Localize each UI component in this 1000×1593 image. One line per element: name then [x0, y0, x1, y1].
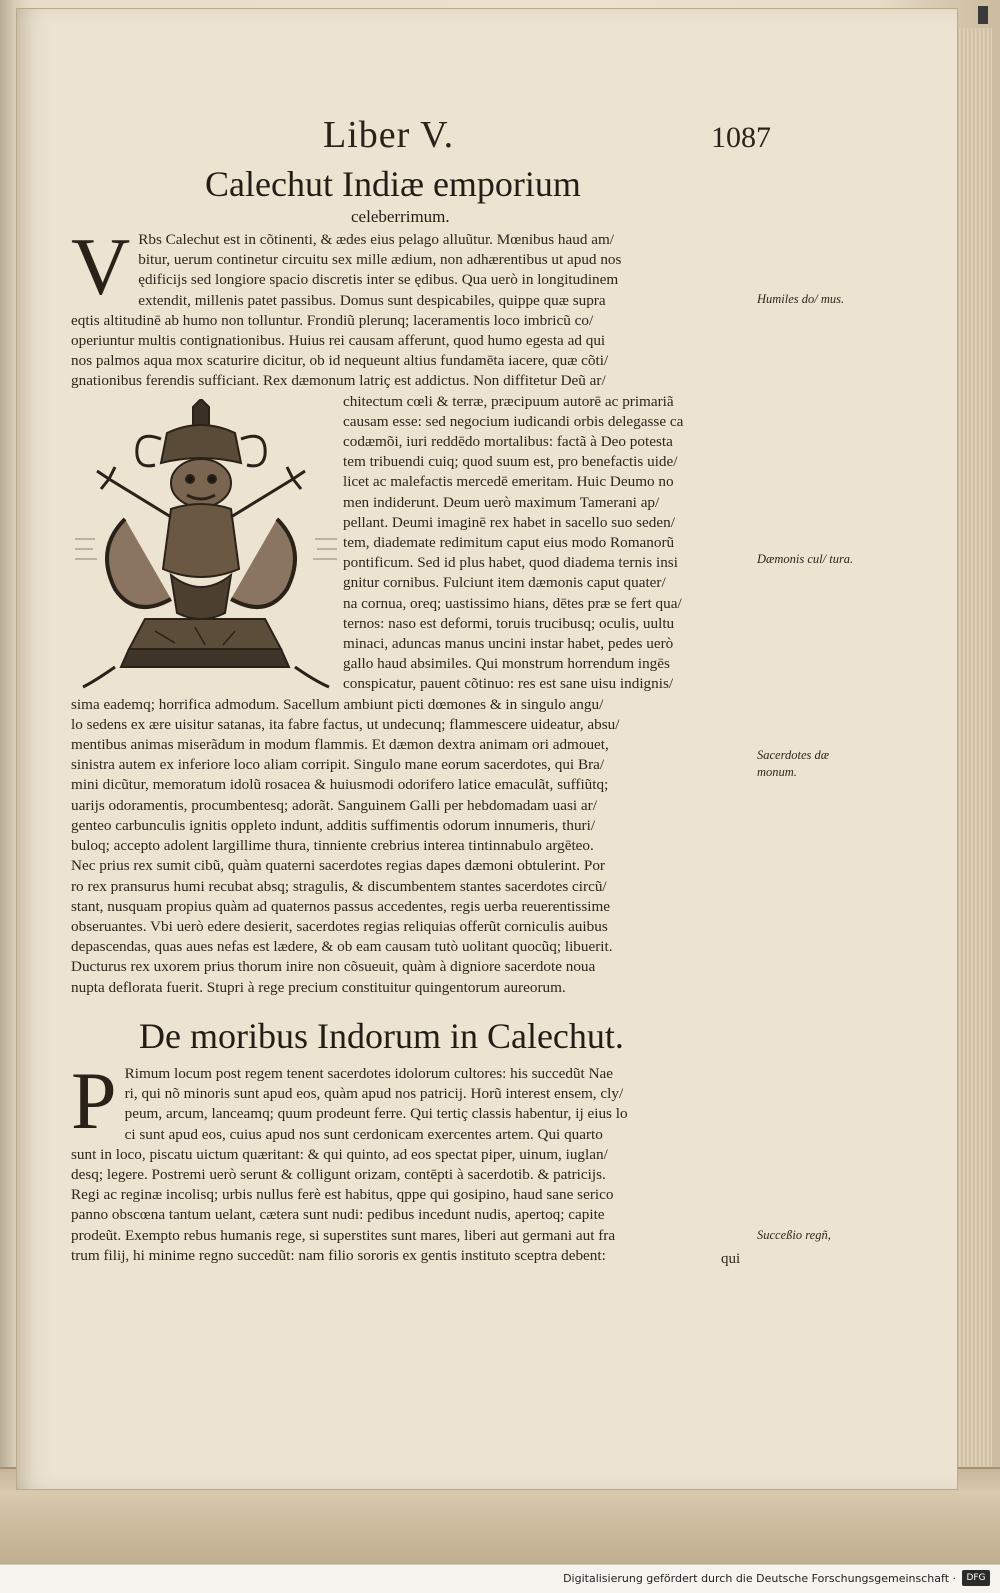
text-line: extendit, millenis patet passibus. Domus sunt despicabiles, quippe quæ supra — [138, 291, 606, 309]
text-line: gnationibus ferendis sufficiant. Rex dæmonum latriç est addictus. Non diffitetur Deũ ar/ — [71, 372, 606, 390]
demon-idol-woodcut-icon — [75, 399, 337, 689]
text-line: ri, qui nõ minoris sunt apud eos, quàm apud nos patricij. Horũ interest ensem, cly/ — [124, 1085, 624, 1103]
page-number: 1087 — [711, 121, 771, 154]
text-line: sinistra autem ex inferiore loco aliam corripit. Singulo mane eorum sacerdotes, qui Bra/ — [71, 756, 605, 774]
text-line: minaci, aduncas manus uncini instar habet, pedes uerò — [343, 635, 674, 653]
text-line: operiuntur multis contignationibus. Huius rei causam afferunt, quod humo egesta ad qui — [71, 332, 606, 350]
text-line: ci sunt apud eos, cuius apud nos sunt cerdonicam exercentes artem. Qui quarto — [124, 1125, 603, 1143]
drop-cap-v: V — [71, 221, 131, 312]
marginal-note-humiles: Humiles do/ mus. — [757, 292, 845, 306]
text-line: mini dicũtur, memoratum idolũ rosacea & huiusmodi odorifero latice emaculãt, suffiũtq; — [71, 776, 609, 794]
text-line: trum filij, hi minime regno succedũt: nam filio sororis ex gentis instituto sceptra debent: — [71, 1246, 606, 1264]
text-line: peum, arcum, lanceamq; quum prodeunt ferre. Qui tertiç classis habentur, ij eius lo — [124, 1105, 628, 1123]
text-line: tem tribuendi cuiq; quod suum est, pro benefactis uide/ — [343, 453, 678, 471]
dfg-logo: DFG — [962, 1570, 990, 1586]
text-line: na cornua, oreq; uastissimo hians, dētes præ se fert qua/ — [343, 594, 682, 612]
text-line: panno obscœna tantum uelant, cætera sunt nudi: pedibus incedunt nudis, apertoq; capite — [71, 1206, 605, 1224]
footer-strip — [0, 1564, 1000, 1593]
text-line: mentibus animas miserãdum in modum flammis. Et dæmon dextra animam ori admouet, — [71, 736, 609, 754]
book-page — [16, 8, 958, 1490]
section-subtitle: celeberrimum. — [351, 207, 450, 226]
text-line: Rbs Calechut est in cõtinenti, & ædes eius pelago alluũtur. Mœnibus haud am/ — [138, 231, 615, 248]
text-line: prodeũt. Exempto rebus humanis rege, si superstites sunt mares, liberi aut germani aut fra — [71, 1226, 616, 1244]
text-line: Nec prius rex sumit cibũ, quàm quaterni sacerdotes regias dapes dæmoni obtulerint. Por — [71, 857, 605, 875]
text-line: sima eademq; horrifica admodum. Sacellum ambiunt picti dœmones & in singulo angu/ — [71, 695, 604, 713]
text-line: obseruantes. Vbi uerò edere desierit, sacerdotes regias reliquias offerũt corniculis auibus — [71, 917, 608, 935]
marginal-note-successio: Succeßio regñ, — [757, 1228, 831, 1242]
section-title-moribus: De moribus Indorum in Calechut. — [139, 1016, 624, 1056]
text-block-moribus — [71, 1055, 771, 1266]
text-line: gnitur cornibus. Fulciunt item dæmonis caput quater/ — [343, 574, 666, 592]
text-line: ędificijs sed longiore spacio discretis inter se ędibus. Qua uerò in longitudinem — [138, 271, 619, 289]
text-line: tem, diademate redimitum caput eius modo Romanorũ — [343, 534, 675, 552]
text-line: Ducturus rex uxorem prius thorum inire non cõsueuit, quàm à digniore sacerdote noua — [71, 958, 596, 976]
marginal-note-daemonis: Dæmonis cul/ tura. — [757, 552, 854, 566]
page-edges — [953, 28, 992, 1498]
text-line: men indiderunt. Deum uerò maximum Tamerani ap/ — [343, 493, 660, 511]
marginal-note-sacerdotes: Sacerdotes dæ monum. — [757, 748, 830, 779]
text-line: Regi ac reginæ incolisq; urbis nullus ferè est habitus, qppe qui gosipino, haud sane serico — [71, 1186, 614, 1204]
text-line: conspicatur, pauent cõtinuo: res est sane uisu indignis/ — [343, 675, 674, 693]
text-line: uarijs odoramentis, procumbentesq; adorãt. Sanguinem Galli per hebdomadam uasi ar/ — [71, 796, 597, 814]
section-title-calechut: Calechut Indiæ emporium — [205, 164, 581, 204]
text-line: nupta deflorata fuerit. Stupri à rege precium constituitur quingentorum aureorum. — [71, 978, 566, 996]
text-line: chitectum cœli & terræ, præcipuum autorē ac primariã — [343, 392, 674, 410]
text-line: ro rex pransurus humi recubat absq; stragulis, & discumbentem stantes sacerdotes circũ/ — [71, 877, 607, 895]
scan-corner-mark — [978, 6, 988, 24]
text-line: genteo carbunculis ignitis oppleto indunt, additis suffimentis odorum innumeris, thuri/ — [71, 816, 596, 834]
text-line: gallo haud absimiles. Qui monstrum horrendum ingēs — [343, 655, 670, 673]
catchword: qui — [721, 1251, 741, 1267]
text-line: pontificum. Sed id plus habet, quod diadema ternis insi — [343, 554, 678, 572]
footer-credit: Digitalisierung gefördert durch die Deutsche Forschungsgemeinschaft · — [563, 1572, 956, 1585]
text-line: ternos: naso est deformi, toruis trucibusq; oculis, uultu — [343, 614, 675, 632]
text-line: desq; legere. Postremi uerò serunt & colligunt orizam, contēpti à sacerdotib. & patricijs. — [71, 1166, 606, 1184]
text-line: codæmõi, iuri reddēdo mortalibus: factã à Deo potesta — [343, 433, 673, 451]
text-line: bitur, uerum continetur circuitu sex mille ædium, non adhærentibus ut apud nos — [138, 251, 622, 269]
text-line: nos palmos aqua mox scaturire dicitur, ob id nequeunt altius fundamēta iacere, quæ cõti/ — [71, 352, 609, 370]
text-line: depascendas, quas aues nefas est lædere, & ob eam causam tutò uolitant quocũq; libuerit. — [71, 938, 613, 956]
text-line: eqtis altitudinē ab humo non tolluntur. Frondiũ plerunq; laceramentis loco imbricũ co/ — [71, 311, 594, 329]
text-line: sunt in loco, piscatu uictum quæritant: & qui quinto, ad eos spectat piper, uinum, iuglan/ — [71, 1145, 608, 1163]
text-line: lo sedens ex ære uisitur satanas, ita fabre factus, ut undecunq; flammescere uideatur, absu/ — [71, 715, 620, 733]
text-line: causam esse: sed negocium iudicandi orbis delegasse ca — [343, 412, 684, 430]
running-title: Liber V. — [323, 114, 455, 156]
text-line: buloq; accepto adolent largillime thura, tinniente crebrius interea tintinnabulo argēteo. — [71, 837, 594, 855]
text-line: Rimum locum post regem tenent sacerdotes idolorum cultores: his succedũt Nae — [124, 1065, 614, 1082]
text-line: licet ac malefactis mercedē emeritam. Huic Deumo no — [343, 473, 674, 491]
drop-cap-p: P — [71, 1055, 117, 1146]
text-line: pellant. Deumi imaginē rex habet in sacello suo seden/ — [343, 513, 675, 531]
text-line: stant, nusquam propius quàm ad quaternos passus accedentes, regis uerba reuerentissime — [71, 897, 611, 915]
